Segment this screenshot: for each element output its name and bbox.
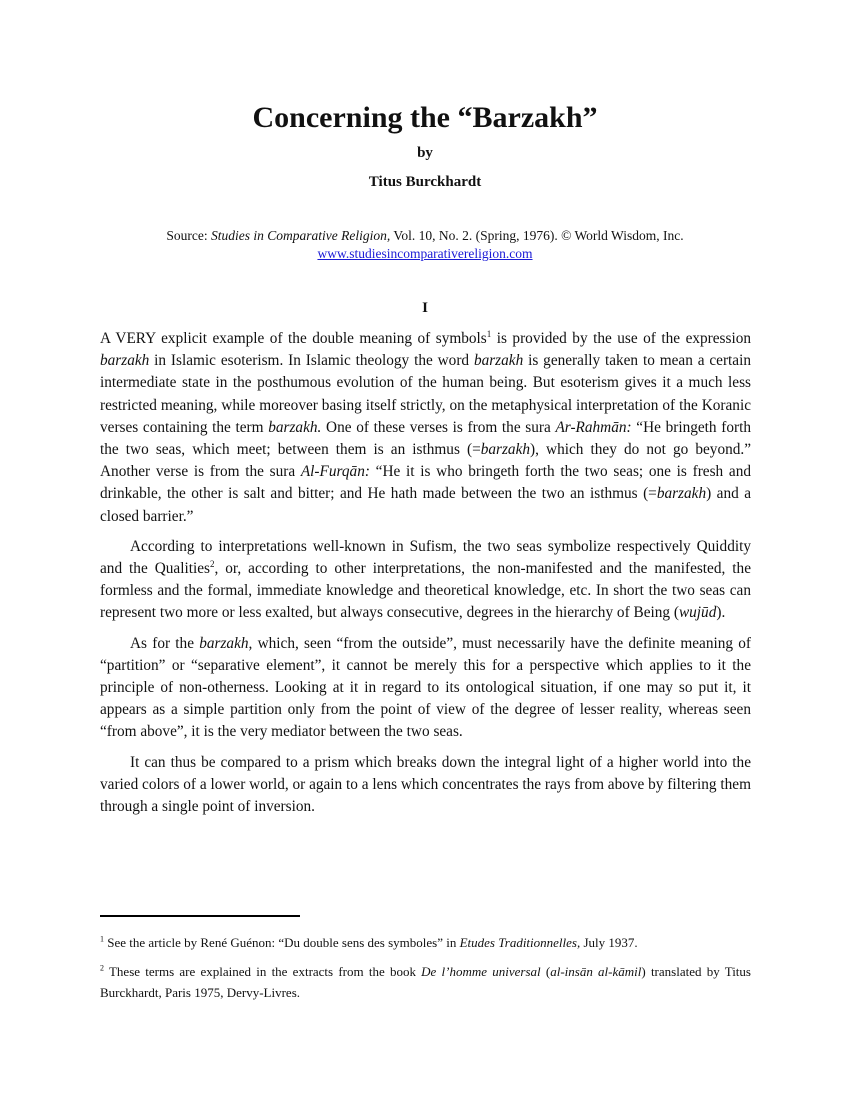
text-span: ), which they do not go beyond.” Another verse is from the sura [100, 441, 751, 481]
text-span: See the article by René Guénon: “Du double sens des symboles” in [104, 935, 460, 950]
text-span: is provided by the use of the expression [491, 330, 751, 347]
text-span: These terms are explained in the extracts from the book [104, 964, 422, 979]
text-span: is generally taken to mean a certain intermediate state in the posthumous evolution of the human being. But esoterism gives it a much less restricted meaning, while moreover basing itself strictly, on the metaphysical interpretation of the Koranic verses containing the term [100, 352, 751, 436]
footnote-number: 1 [100, 934, 104, 944]
footnote-2 [100, 961, 751, 1003]
text-span: in Islamic esoterism. In Islamic theology the word [149, 352, 474, 370]
byline-by: by [417, 145, 433, 161]
italic-term: barzakh [480, 441, 531, 459]
italic-term: Ar-Rahmān: [555, 418, 632, 436]
footnote-ref-2[interactable]: 2 [209, 558, 215, 569]
italic-term: barzakh [100, 352, 150, 370]
author-name: Titus Burckhardt [368, 174, 482, 190]
italic-term: De l’homme universal [421, 964, 541, 979]
text-span: ( [540, 964, 551, 979]
text-span: A VERY explicit example of the double meaning of symbols [100, 330, 487, 347]
text-span: which, seen “from the outside”, must necessarily have the definite meaning of “partition” or “separative element”, it cannot be merely this for a perspective which applies to it the principle of non-otherness. Looking at it in regard to its ontological situation, if one may so put it, it appears as a simple partition only from the point of view of the degree of lesser reality, whereas seen “from above”, it is the very mediator between the two seas. [100, 634, 751, 741]
source-prefix: Source: [166, 228, 211, 243]
text-span: ) translated by Titus Burckhardt, Paris 1975, Dervy-Livres. [100, 964, 751, 1000]
paragraph-4: It can thus be compared to a prism which breaks down the integral light of a higher world into the varied colors of a lower world, or again to a lens which concentrates the rays from above by filtering them through a single point of inversion. [100, 753, 751, 816]
text-span: , or, according to other interpretations, the non-manifested and the manifested, the formless and the formal, immediate knowledge and theoretical knowledge, etc. In short the two seas can represent two more or less exalted, but always consecutive, degrees in the hierarchy of Being ( [100, 560, 751, 622]
section-heading: I [422, 300, 428, 316]
italic-term: barzakh [656, 485, 707, 503]
text-span: One of these verses is from the sura [321, 418, 556, 436]
footnote-number: 2 [100, 963, 104, 973]
text-span: “He it is who bringeth forth the two seas; one is fresh and drinkable, the other is salt and bitter; and He hath made between the two an isthmus (= [100, 463, 751, 503]
article-body [100, 328, 751, 826]
text-span: ). [716, 604, 726, 622]
text-span: July 1937. [580, 935, 638, 950]
footnote-divider [100, 915, 300, 917]
italic-term: wujūd [678, 604, 717, 622]
text-span: “He bringeth forth the two seas, which meet; between them is an isthmus (= [100, 418, 751, 459]
footnote-1 [100, 933, 751, 952]
source-citation [0, 227, 850, 263]
page-title: Concerning the “Barzakh” [252, 101, 598, 134]
italic-term: barzakh. [268, 418, 322, 436]
italic-term: Al-Furqān: [300, 463, 370, 481]
text-span: As for the [130, 634, 200, 652]
source-journal: Studies in Comparative Religion, [211, 228, 391, 243]
paragraph-3 [100, 633, 751, 744]
italic-term: barzakh [473, 352, 524, 370]
italic-term: barzakh, [199, 634, 253, 652]
source-details: Vol. 10, No. 2. (Spring, 1976). © World Wisdom, Inc. [390, 228, 684, 243]
source-url-link[interactable]: www.studiesincomparativereligion.com [317, 246, 533, 261]
paragraph-1 [100, 328, 751, 528]
text-span: ) and a closed barrier.” [100, 485, 751, 525]
italic-term: al-insān al-kāmil [550, 964, 642, 979]
paragraph-2 [100, 536, 751, 625]
source-line [0, 227, 850, 245]
text-span: According to interpretations well-known in Sufism, the two seas symbolize respectively Quiddity and the Qualities [100, 537, 751, 578]
italic-term: Etudes Traditionnelles, [459, 935, 581, 950]
footnote-ref-1[interactable]: 1 [486, 328, 492, 339]
